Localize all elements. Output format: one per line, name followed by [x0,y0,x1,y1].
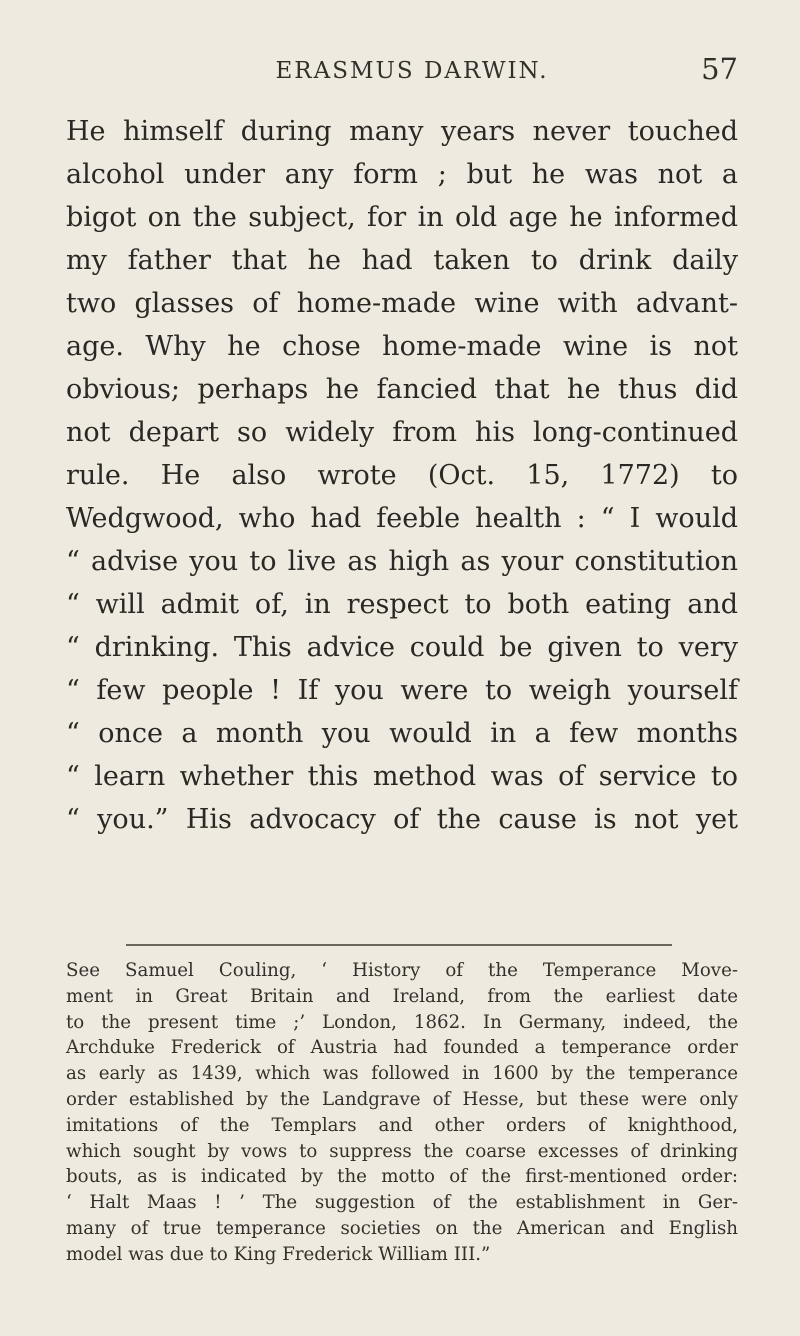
footnote-line: Archduke Frederick of Austria had founded a temperance order [66,1037,738,1059]
footnote-divider [126,944,672,946]
text-line: Wedgwood, who had feeble health : “ I would [66,503,738,534]
text-line: bigot on the subject, for in old age he informed [66,202,738,233]
text-line: “ you.” His advocacy of the cause is not yet [66,804,738,835]
main-text [66,110,738,841]
text-line: my father that he had taken to drink daily [66,245,738,276]
footnote-line: See Samuel Couling, ‘ History of the Temperance Move- [66,960,738,981]
text-line: He himself during many years never touched [66,116,738,147]
footnote-line: to the present time ;’ London, 1862. In Germany, indeed, the [66,1011,738,1033]
text-line: rule. He also wrote (Oct. 15, 1772) to [66,460,738,491]
footnote-line: bouts, as is indicated by the motto of the first-mentioned order: [66,1166,738,1188]
footnote-line: as early as 1439, which was followed in 1600 by the temperance [66,1063,738,1085]
footnote-line: order established by the Landgrave of Hesse, but these were only [66,1088,738,1110]
footnote-line: many of true temperance societies on the American and English [66,1217,738,1239]
text-line: age. Why he chose home-made wine is not [66,331,738,362]
footnote [66,958,738,1268]
text-line: “ few people ! If you were to weigh yourself [66,675,738,706]
footnote-line: which sought by vows to suppress the coarse excesses of drinking [66,1140,738,1162]
footnote-line: ment in Great Britain and Ireland, from the earliest date [66,985,738,1007]
text-line: two glasses of home-made wine with advant- [66,288,738,319]
text-line: “ once a month you would in a few months [66,718,738,749]
text-line: obvious; perhaps he fancied that he thus did [66,374,738,405]
text-line: “ learn whether this method was of service to [66,761,738,792]
text-line: not depart so widely from his long-continued [66,417,738,448]
text-line: “ will admit of, in respect to both eating and [66,589,738,620]
footnote-line: ‘ Halt Maas ! ’ The suggestion of the establishment in Ger- [66,1192,738,1214]
footnote-line: imitations of the Templars and other orders of knighthood, [66,1114,738,1136]
footnote-line: model was due to King Frederick William III.” [66,1243,491,1265]
page-number: 57 [701,52,738,86]
text-line: alcohol under any form ; but he was not a [66,159,738,190]
text-line: “ advise you to live as high as your constitution [66,546,738,577]
text-line: “ drinking. This advice could be given to very [66,632,738,663]
running-header: ERASMUS DARWIN. [275,58,549,84]
